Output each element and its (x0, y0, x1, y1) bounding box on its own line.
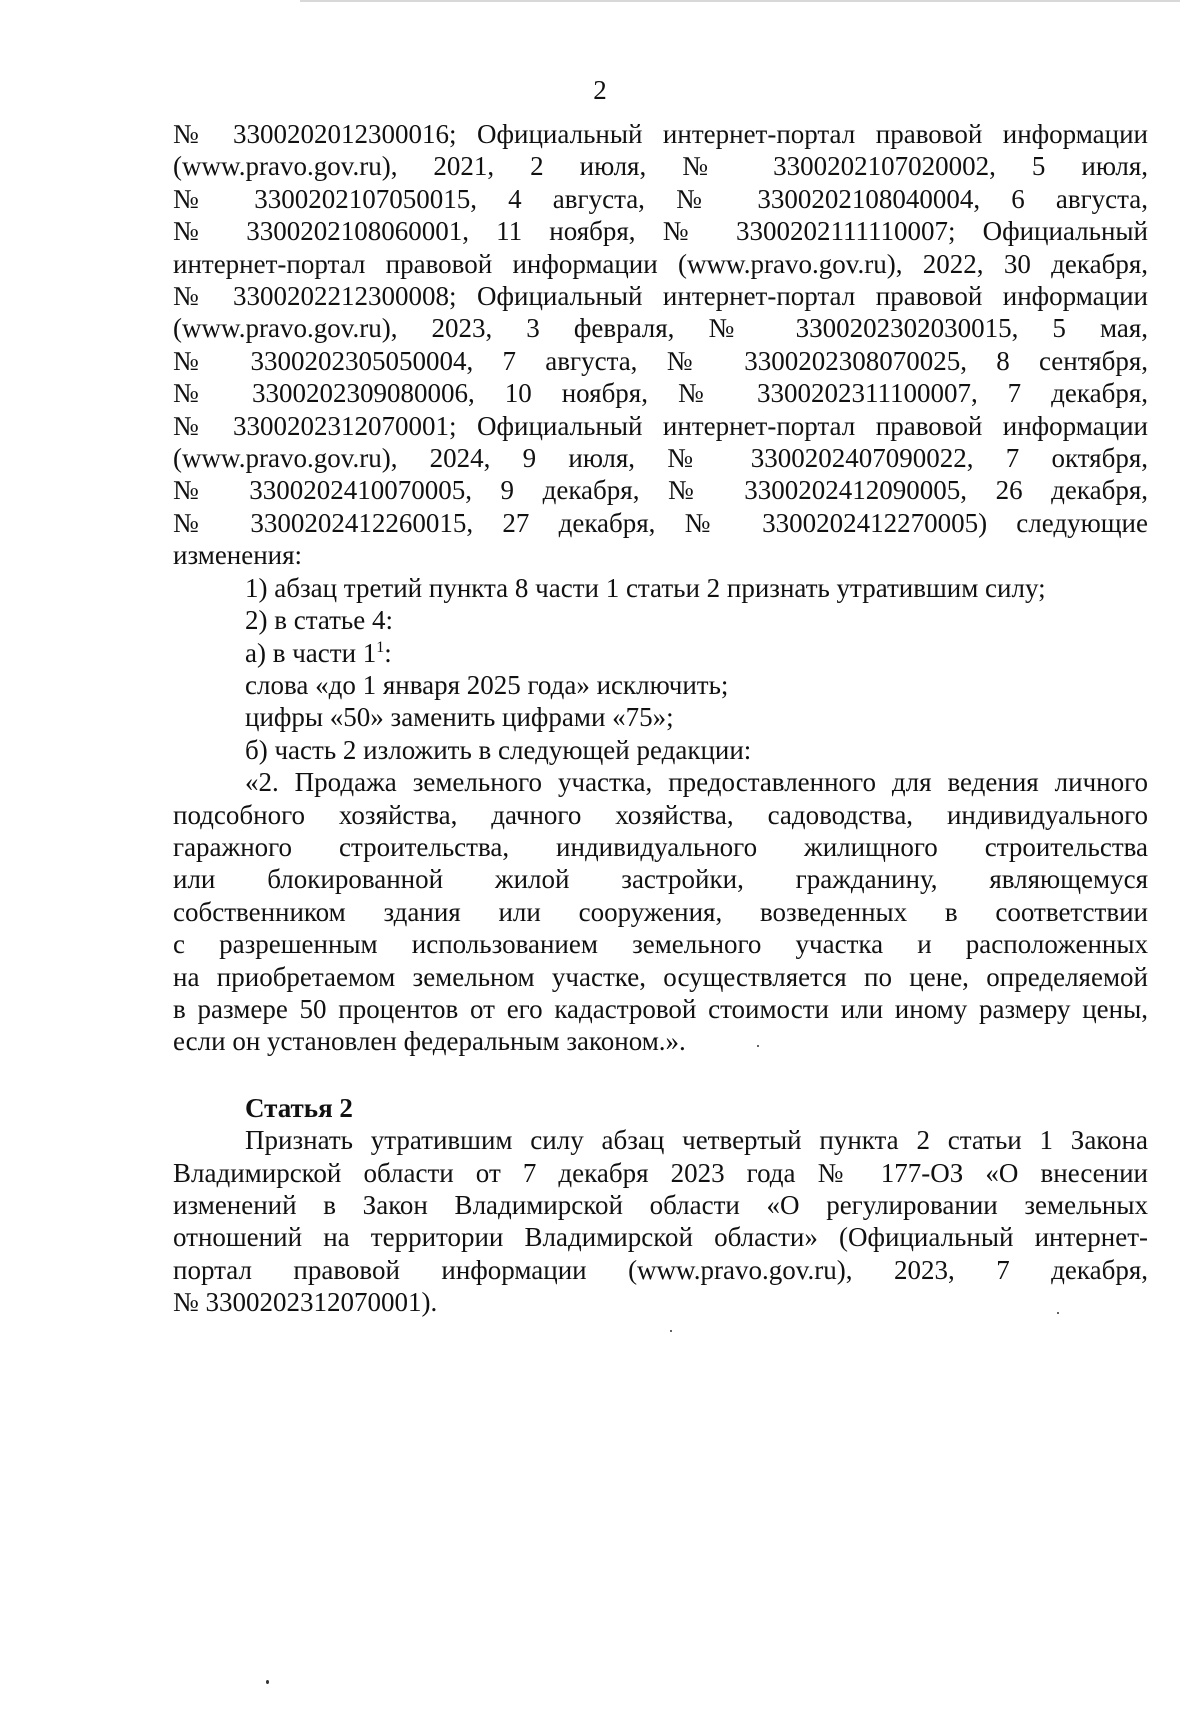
text-line: отношений на территории Владимирской области» (Официальный интернет- (173, 1222, 1148, 1253)
document-body (173, 118, 1148, 1319)
amendment-item-2a (173, 637, 1148, 669)
text-line: № 3300202312070001). (173, 1287, 438, 1318)
amendment-item-1: 1) абзац третий пункта 8 части 1 статьи 2 признать утратившим силу; (245, 572, 1046, 603)
text-line: (www.pravo.gov.ru), 2024, 9 июля, № 3300202407090022, 7 октября, (173, 443, 1148, 474)
text-line: изменений в Закон Владимирской области «О регулировании земельных (173, 1190, 1148, 1220)
text-line: подсобного хозяйства, дачного хозяйства, садоводства, индивидуального (173, 799, 1148, 830)
article-2-heading: Статья 2 (245, 1092, 353, 1123)
scan-speck (670, 1330, 672, 1332)
amendment-item-2: 2) в статье 4: (245, 605, 393, 636)
text-line: интернет-портал правовой информации (www.pravo.gov.ru), 2022, 30 декабря, (173, 248, 1148, 279)
text-line: Признать утратившим силу абзац четвертый пункта 2 статьи 1 Закона (245, 1125, 1148, 1156)
text-line: № 3300202107050015, 4 августа, № 3300202108040004, 6 августа, (173, 183, 1148, 214)
text-line: № 3300202312070001; Официальный интернет-портал правовой информации (173, 410, 1148, 441)
text-line: (www.pravo.gov.ru), 2023, 3 февраля, № 3300202302030015, 5 мая, (173, 313, 1148, 344)
scan-speck (757, 1045, 759, 1047)
item-2a-suffix: : (384, 637, 392, 668)
text-line: (www.pravo.gov.ru), 2021, 2 июля, № 3300202107020002, 5 июля, (173, 151, 1148, 182)
words-amendment: слова «до 1 января 2025 года» исключить; (245, 669, 729, 700)
item-2a-prefix: а) в части 1 (245, 637, 377, 668)
scan-speck (1057, 1312, 1059, 1314)
text-line: изменения: (173, 540, 303, 571)
scan-speck (266, 1680, 269, 1684)
text-line: № 3300202305050004, 7 августа, № 3300202308070025, 8 сентября, (173, 345, 1148, 376)
text-line: на приобретаемом земельном участке, осуществляется по цене, определяемой (173, 961, 1148, 992)
text-line: с разрешенным использованием земельного участка и расположенных (173, 929, 1148, 960)
text-line: «2. Продажа земельного участка, предоставленного для ведения личного (245, 767, 1148, 798)
text-line: № 3300202012300016; Официальный интернет-портал правовой информации (173, 119, 1148, 149)
text-line: № 3300202309080006, 10 ноября, № 3300202311100007, 7 декабря, (173, 378, 1148, 409)
digits-amendment: цифры «50» заменить цифрами «75»; (245, 702, 674, 733)
scan-top-edge (300, 0, 1180, 2)
text-line: если он установлен федеральным законом.». (173, 1026, 686, 1057)
text-line: № 3300202412260015, 27 декабря, № 3300202412270005) следующие (173, 507, 1148, 538)
text-line: портал правовой информации (www.pravo.gov.ru), 2023, 7 декабря, (173, 1254, 1148, 1285)
text-line: Владимирской области от 7 декабря 2023 года № 177-ОЗ «О внесении (173, 1157, 1148, 1188)
article-2-paragraph (173, 1124, 1148, 1318)
quoted-paragraph (173, 766, 1148, 1058)
item-2a-superscript: 1 (376, 638, 385, 656)
text-line: или блокированной жилой застройки, гражданину, являющемуся (173, 864, 1148, 895)
amendment-item-2b: б) часть 2 изложить в следующей редакции: (245, 734, 752, 765)
text-line: собственником здания или сооружения, возведенных в соответствии (173, 896, 1148, 927)
text-line: № 3300202212300008; Официальный интернет-портал правовой информации (173, 281, 1148, 312)
text-line: № 3300202108060001, 11 ноября, № 3300202111110007; Официальный (173, 216, 1148, 247)
text-line: в размере 50 процентов от его кадастровой стоимости или иному размеру цены, (173, 993, 1148, 1024)
lead-paragraph (173, 118, 1148, 572)
text-line: № 3300202410070005, 9 декабря, № 3300202412090005, 26 декабря, (173, 475, 1148, 506)
page-number: 2 (593, 75, 607, 105)
text-line: гаражного строительства, индивидуального жилищного строительства (173, 831, 1148, 862)
